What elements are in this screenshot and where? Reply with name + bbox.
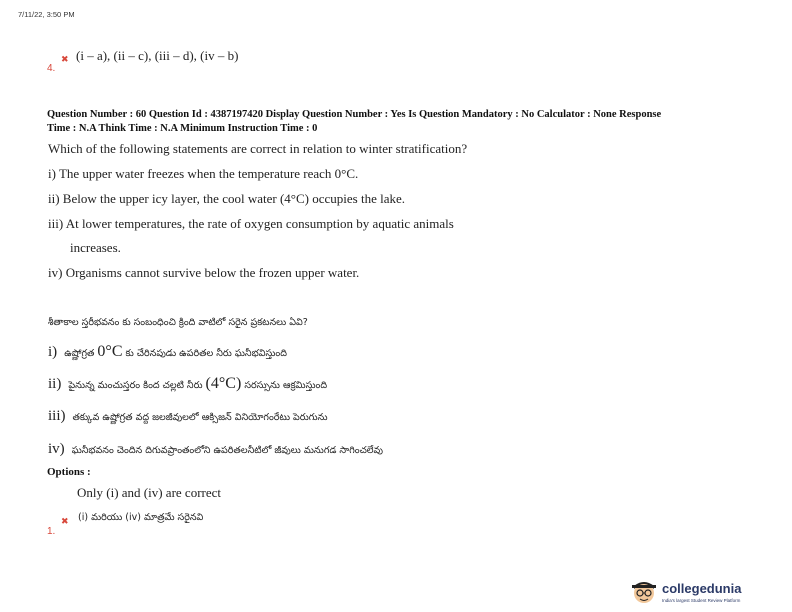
option-1-number-wrap xyxy=(47,521,55,539)
statement-number: i) xyxy=(48,344,58,360)
statement-1-te xyxy=(48,343,287,361)
statement-1-en: i) The upper water freezes when the temperature reach 0°C. xyxy=(48,166,359,181)
statement-3-en-cont: increases. xyxy=(70,240,121,255)
prev-option-4-number xyxy=(47,58,55,76)
question-stem-te: శీతాకాల స్తరీభవనం కు సంబంధించి క్రింది వాటిలో సరైన ప్రకటనలు ఏవి? xyxy=(48,317,308,328)
statement-3-te xyxy=(48,408,328,425)
svg-text:India's largest Student Review: India's largest Student Review Platform xyxy=(662,598,741,603)
statement-number: iii) xyxy=(48,408,66,424)
option-1-text-en[interactable]: Only (i) and (iv) are correct xyxy=(77,485,222,500)
statement-4-en: iv) Organisms cannot survive below the frozen upper water. xyxy=(48,265,360,280)
statement-text: కు చేరినపుడు ఉపరితల నీరు ఘనీభవిస్తుంది xyxy=(125,348,287,359)
wrong-mark-icon: ✖ xyxy=(61,55,69,65)
wrong-mark-icon: ✖ xyxy=(61,517,69,527)
option-number: 1. xyxy=(47,526,56,537)
statement-text: ఉష్ణోగ్రత xyxy=(64,348,95,359)
statement-text: సరస్సును ఆక్రమిస్తుంది xyxy=(244,380,328,391)
statement-text: పైనున్న మంచుస్తరం కింద చల్లటి నీరు xyxy=(68,380,203,391)
timestamp: 7/11/22, 3:50 PM xyxy=(18,10,75,19)
statement-4-te xyxy=(48,441,383,458)
statement-number: iv) xyxy=(48,441,65,457)
statement-number: ii) xyxy=(48,376,62,392)
mascot-icon xyxy=(630,578,786,606)
question-meta-line1: Question Number : 60 Question Id : 4387197420 Display Question Number : Yes Is Question Mandatory : No Calculator : None Response xyxy=(47,109,662,120)
option-1-text-te[interactable] xyxy=(78,512,203,525)
statement-2-te xyxy=(48,375,327,393)
question-stem-en: Which of the following statements are correct in relation to winter stratification? xyxy=(48,141,468,156)
statement-3-en: iii) At lower temperatures, the rate of oxygen consumption by aquatic animals xyxy=(48,216,454,231)
temperature-value: (4°C) xyxy=(205,375,242,392)
statement-text: ఘనీభవనం చెందిన దిగువప్రాంతంలోని ఉపరితలనీటిలో జీవులు మనుగడ సాగించలేవు xyxy=(71,445,384,456)
collegedunia-logo xyxy=(630,578,786,606)
prev-option-4-text[interactable]: (i – a), (ii – c), (iii – d), (iv – b) xyxy=(76,48,239,63)
temperature-value: 0°C xyxy=(97,343,123,360)
option-number: 4. xyxy=(47,63,56,74)
statement-2-en: ii) Below the upper icy layer, the cool water (4°C) occupies the lake. xyxy=(48,191,405,206)
statement-text: తక్కువ ఉష్ణోగ్రత వద్ద జలజీవులలో ఆక్సిజన్ వినియోగంరేటు పెరుగును xyxy=(72,412,328,423)
svg-text:collegedunia: collegedunia xyxy=(662,581,742,596)
options-label: Options : xyxy=(47,466,91,478)
option-text: (i) మరియు (iv) మాత్రమే సరైనవి xyxy=(78,512,204,523)
question-meta-line2: Time : N.A Think Time : N.A Minimum Instruction Time : 0 xyxy=(47,123,318,134)
